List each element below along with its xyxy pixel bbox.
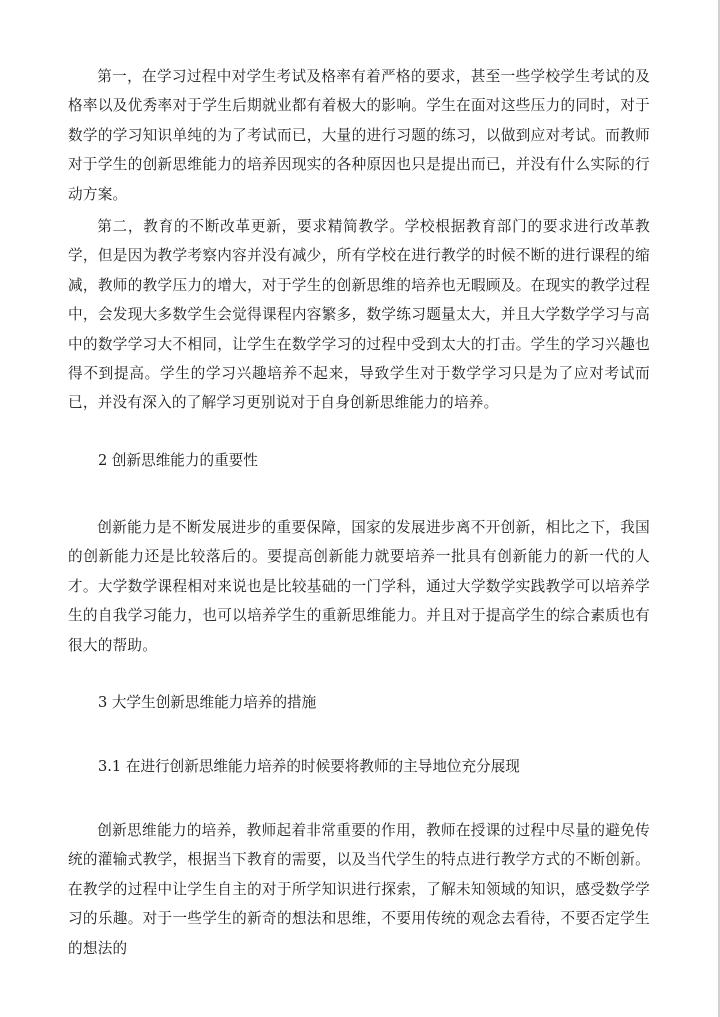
subsection-heading: 3.1 在进行创新思维能力培养的时候要将教师的主导地位充分展现 (98, 758, 520, 775)
body-paragraph: 第二，教育的不断改革更新，要求精简教学。学校根据教育部门的要求进行改革教学，但是因为教学考察内容并没有减少，所有学校在进行教学的时候不断的进行课程的缩减，教师的教学压力的增大，对于学生的创新思维的培养也无暇顾及。在现实的教学过程中，会发现大多数学生会觉得课程内容繁多，数学练习题量太大，并且大学数学学习与高中的数学学习大不相同，让学生在数学学习的过程中受到太大的打击。学生的学习兴趣也得不到提高。学生的学习兴趣培养不起来，导致学生对于数学学习只是为了应对考试而已，并没有深入的了解学习更别说对于自身创新思维能力的培养。 (68, 218, 650, 412)
section-heading: 3 大学生创新思维能力培养的措施 (98, 694, 317, 711)
body-paragraph: 创新能力是不断发展进步的重要保障，国家的发展进步离不开创新，相比之下，我国的创新能力还是比较落后的。要提高创新能力就要培养一批具有创新能力的新一代的人才。大学数学课程相对来说也是比较基础的一门学科，通过大学数学实践教学可以培养学生的自我学习能力，也可以培养学生的重新思维能力。并且对于提高学生的综合素质也有很大的帮助。 (68, 519, 650, 654)
section-heading: 2 创新思维能力的重要性 (98, 452, 258, 469)
body-paragraph: 第一，在学习过程中对学生考试及格率有着严格的要求，甚至一些学校学生考试的及格率以及优秀率对于学生后期就业都有着极大的影响。学生在面对这些压力的同时，对于数学的学习知识单纯的为了考试而已，大量的进行习题的练习，以做到应对考试。而教师对于学生的创新思维能力的培养因现实的各种原因也只是提出而已，并没有什么实际的行动方案。 (68, 68, 650, 203)
body-paragraph: 创新思维能力的培养，教师起着非常重要的作用，教师在授课的过程中尽量的避免传统的灌输式教学，根据当下教育的需要，以及当代学生的特点进行教学方式的不断创新。在教学的过程中让学生自主的对于所学知识进行探索，了解未知领域的知识，感受数学学习的乐趣。对于一些学生的新奇的想法和思维，不要用传统的观念去看待，不要否定学生的想法的 (68, 822, 650, 957)
